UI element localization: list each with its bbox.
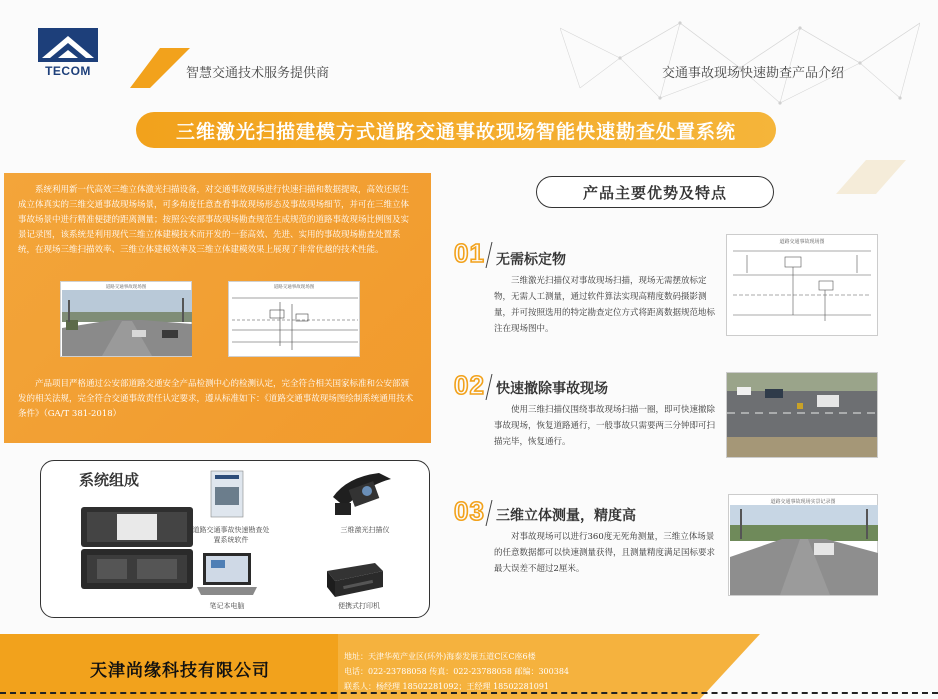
feature-desc-01: 三维激光扫描仪对事故现场扫描，现场无需摆放标定物，无需人工测量，通过软件算法实现高精度数码摄影测量，并可按照选用的特定勘查定位方式将距离数据规范地标注在现场图中。 [494,276,716,334]
feature-title-03: 三维立体测量，精度高 [496,508,636,524]
tecom-logo [38,28,98,78]
feature-image-01 [726,234,878,336]
feature-title-02: 快速撤除事故现场 [496,381,608,397]
feature-number-03: 03 [454,496,485,526]
company-name: 天津尚缘科技有限公司 [90,661,270,681]
right-slash-decoration [836,160,906,194]
feature-slash-icon [484,374,494,400]
software-box-image [209,469,245,519]
feature-number-01: 01 [454,238,485,268]
diagram-header: 道路交通事故现场图 [273,285,315,290]
system-composition-box [40,460,430,618]
photo-header: 道路交通事故现场图 [105,285,147,290]
equipment-case-image [77,501,197,591]
advantages-header [536,176,774,208]
feature-image-01-header: 道路交通事故现场图 [779,239,825,245]
intro-paragraph: 系统利用新一代高效三维立体激光扫描设备，对交通事故现场进行快速扫描和数据提取，高效还原生成立体真实的三维交通事故现场场景，可多角度任意查看事故现场形态及事故现场细节，并可在三维立体事故场景中进行精准便捷的距离测量；按照公安部事故现场勘查规范生成规范的道路事故现场比例图及实景记录图，该系统是利用现代三维立体建模技术而开发的一套高效、先进、实用的事故现场勘查处置系统，在现场三维扫描效率、三维立体建模效率及三维立体建模效果上展现了非常优越的技术性能。 [18,185,410,255]
scene-diagram-image [727,245,877,335]
product-intro-label: 交通事故现场快速勘查产品介绍 [662,66,845,81]
printer-label: 便携式打印机 [338,602,380,610]
feature-title-01: 无需标定物 [496,252,566,268]
intro-panel [4,173,431,443]
software-label: 道路交通事故快速勘查处 置系统软件 [192,526,270,544]
3d-scene-photo [730,505,878,595]
footer-address: 地址：天津华苑产业区(环外)海泰发展五道C区C座6楼 [344,652,536,661]
footer-contacts: 联系人：杨经理 18502281092；王经理 18502281091 [344,682,550,691]
company-slogan: 智慧交通技术服务提供商 [186,66,330,81]
feature-number-02: 02 [454,370,485,400]
feature-slash-icon [484,242,494,268]
page-title: 三维激光扫描建模方式道路交通事故现场智能快速勘查处置系统 [175,120,736,143]
road-photo-record [60,281,192,357]
title-banner [136,112,776,148]
feature-image-03 [728,494,878,596]
scanner-label: 三维激光扫描仪 [340,526,390,534]
laser-scanner-image [327,467,397,521]
laptop-label: 笔记本电脑 [209,602,245,610]
standard-paragraph: 产品项目严格通过公安部道路交通安全产品检测中心的检测认定，完全符合相关国家标准和公安部颁发的相关法规，完全符合交通事故责任认定要求，遵从标准如下：《道路交通事故现场图绘制系统通用技术条件》（GA/T 381-2018） [18,379,414,419]
advantages-title: 产品主要优势及特点 [582,183,727,202]
road-diagram-record [228,281,360,357]
feature-slash-icon [484,500,494,526]
logo-mark-icon [38,28,98,62]
footer-dashed-border [0,692,938,694]
orange-slash-decoration [130,48,190,88]
feature-desc-03: 对事故现场可以进行360度无死角测量，三维立体场景的任意数据都可以快速测量获得，且测量精度满足国标要求最大误差不超过2厘米。 [494,532,716,574]
road-scene-photo [727,373,877,457]
logo-text: TECOM [45,64,91,78]
feature-image-03-header: 道路交通事故现场实景记录图 [770,499,836,505]
feature-image-02 [726,372,878,458]
footer-phone: 电话：022-23788058 传真：022-23788058 邮编：300384 [344,667,570,676]
printer-image [321,557,387,601]
road-diagram-image [230,290,360,356]
feature-desc-02: 使用三维扫描仪围绕事故现场扫描一圈，即可快速撤除事故现场，恢复道路通行，一般事故只需要两三分钟即可扫描完毕，恢复通行。 [494,405,716,447]
laptop-image [197,551,257,597]
road-photo-image [62,290,192,356]
system-title: 系统组成 [79,471,140,489]
